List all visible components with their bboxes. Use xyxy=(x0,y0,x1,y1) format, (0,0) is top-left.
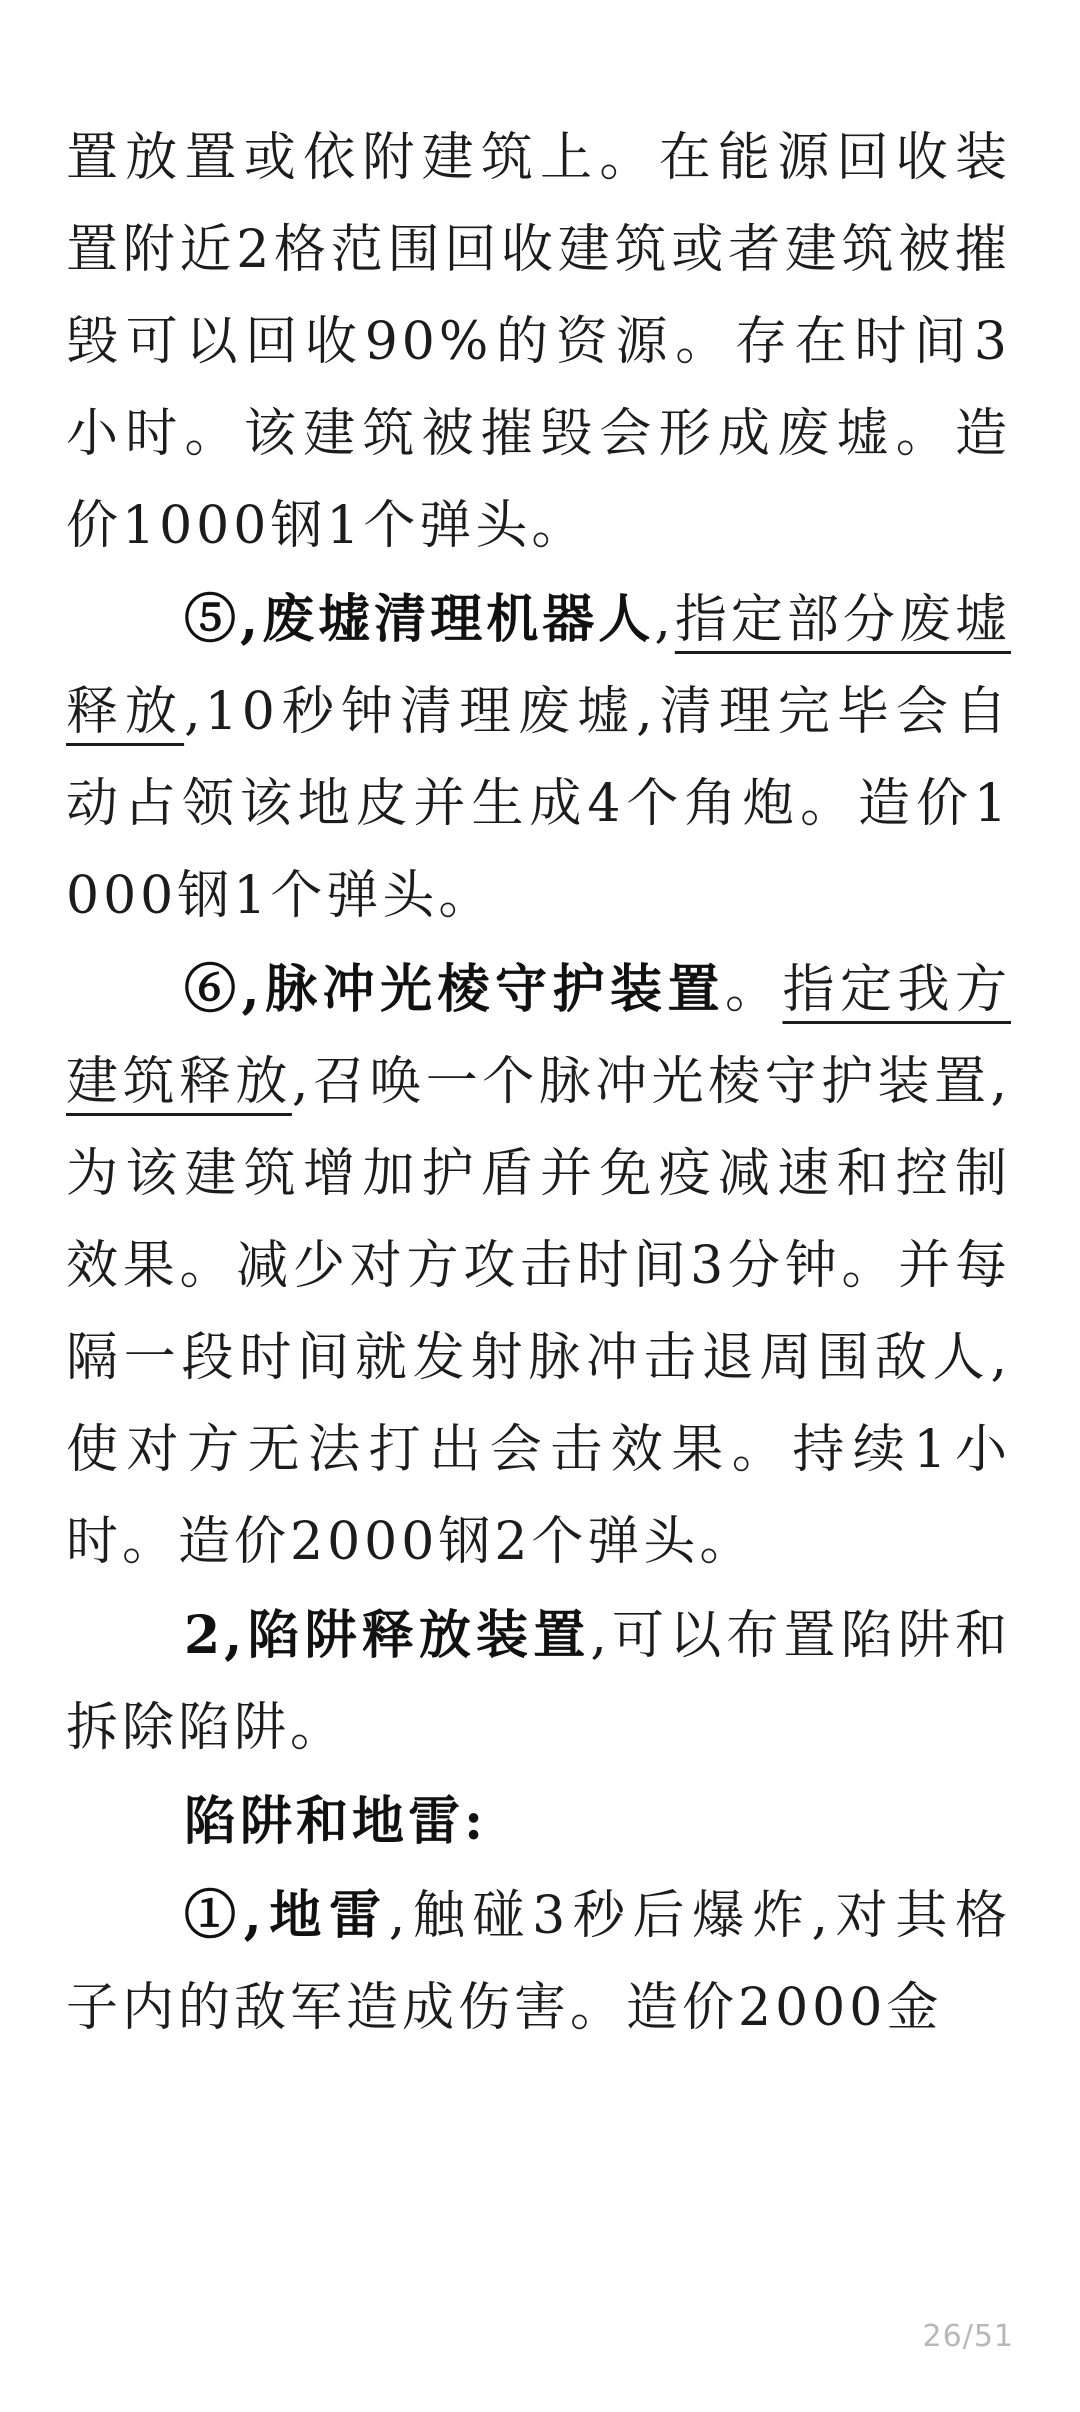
paragraph-3 xyxy=(66,944,1011,1588)
paragraph-5 xyxy=(66,1776,1011,1868)
paragraph-1-text: 置放置或依附建筑上。在能源回收装置附近2格范围回收建筑或者建筑被摧毁可以回收90%的资源。存在时间3小时。该建筑被摧毁会形成废墟。造价1000钢1个弹头。 xyxy=(66,128,1011,556)
paragraph-2-punct: , xyxy=(654,590,675,650)
paragraph-2-text: ,10秒钟清理废墟,清理完毕会自动占领该地皮并生成4个角炮。造价1000钢1个弹头。 xyxy=(66,682,1011,926)
page-indicator: 26/51 xyxy=(922,2319,1014,2354)
item-heading-mine: ①,地雷 xyxy=(184,1885,389,1946)
paragraph-3-text: ,召唤一个脉冲光棱守护装置,为该建筑增加护盾并免疫减速和控制效果。减少对方攻击时间3分钟。并每隔一段时间就发射脉冲击退周围敌人,使对方无法打出会击效果。持续1小时。造价2000钢2个弹头。 xyxy=(66,1052,1011,1572)
paragraph-3-punct: 。 xyxy=(725,960,783,1020)
paragraph-6-text: ,触碰3秒后爆炸,对其格子内的敌军造成伤害。造价2000金 xyxy=(66,1886,1011,2038)
paragraph-6 xyxy=(66,1870,1011,2054)
item-heading-trap-device: 2,陷阱释放装置 xyxy=(184,1605,591,1666)
item-heading-pulse-prism: ⑥,脉冲光棱守护装置 xyxy=(184,959,726,1020)
underlined-instruction: 指定部分废墟释放 xyxy=(66,590,1011,742)
paragraph-2 xyxy=(66,574,1011,942)
paragraph-1 xyxy=(66,112,1011,572)
paragraph-4 xyxy=(66,1590,1011,1774)
text-body xyxy=(66,112,1011,2054)
underlined-instruction: 指定我方建筑释放 xyxy=(66,960,1011,1112)
section-heading-traps-mines: 陷阱和地雷: xyxy=(184,1791,488,1852)
paragraph-4-text: ,可以布置陷阱和拆除陷阱。 xyxy=(66,1606,1011,1758)
item-heading-ruins-cleaner: ⑤,废墟清理机器人 xyxy=(184,589,655,650)
